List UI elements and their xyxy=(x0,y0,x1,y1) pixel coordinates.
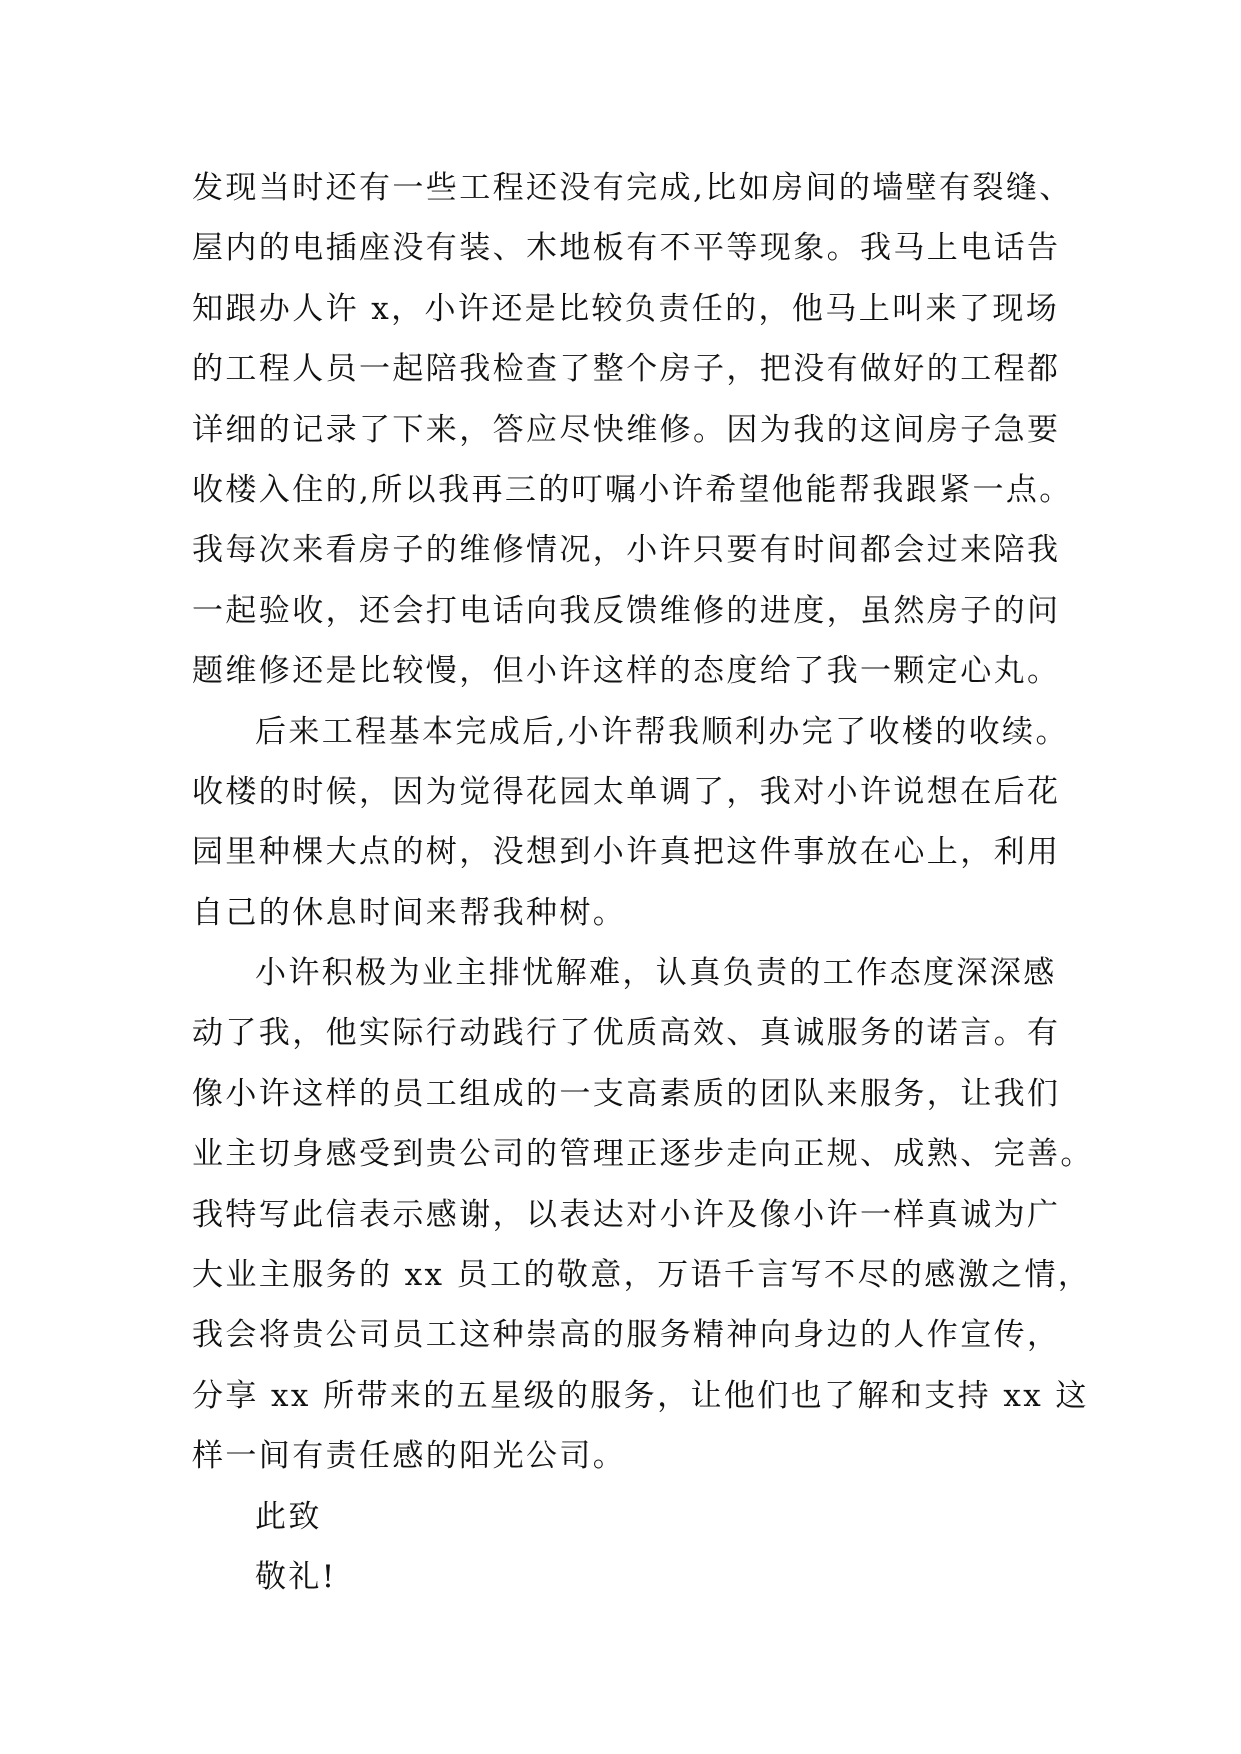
text-line: 收楼入住的,所以我再三的叮嘱小许希望他能帮我跟紧一点。 xyxy=(192,471,1073,508)
paragraph-1 xyxy=(192,158,1092,702)
text-line: 后来工程基本完成后,小许帮我顺利办完了收楼的收续。 xyxy=(255,713,1069,750)
text-line: 园里种棵大点的树，没想到小许真把这件事放在心上，利用 xyxy=(192,834,1061,871)
text-line: 自己的休息时间来帮我种树。 xyxy=(192,894,627,931)
text-line: 收楼的时候，因为觉得花园太单调了，我对小许说想在后花 xyxy=(192,773,1061,810)
text-line: 小许积极为业主排忧解难，认真负责的工作态度深深感 xyxy=(255,955,1057,992)
text-line: 大业主服务的 xx 员工的敬意，万语千言写不尽的感激之情， xyxy=(192,1257,1092,1294)
text-line: 我每次来看房子的维修情况，小许只要有时间都会过来陪我 xyxy=(192,532,1061,569)
text-line: 样一间有责任感的阳光公司。 xyxy=(192,1438,627,1475)
text-line: 详细的记录了下来，答应尽快维修。因为我的这间房子急要 xyxy=(192,411,1061,448)
closing-salutation: 此致 xyxy=(255,1498,322,1535)
text-line: 业主切身感受到贵公司的管理正逐步走向正规、成熟、完善。 xyxy=(192,1136,1094,1173)
closing-regards: 敬礼! xyxy=(255,1558,337,1595)
letter-closing xyxy=(192,1487,1092,1608)
text-line: 知跟办人许 x，小许还是比较负责任的，他马上叫来了现场 xyxy=(192,290,1060,327)
text-line: 分享 xx 所带来的五星级的服务，让他们也了解和支持 xx 这 xyxy=(192,1377,1089,1414)
paragraph-3 xyxy=(192,943,1092,1487)
text-line: 我特写此信表示感谢，以表达对小许及像小许一样真诚为广 xyxy=(192,1196,1061,1233)
text-line: 一起验收，还会打电话向我反馈维修的进度，虽然房子的问 xyxy=(192,592,1061,629)
text-line: 发现当时还有一些工程还没有完成,比如房间的墙壁有裂缝、 xyxy=(192,170,1073,206)
paragraph-2 xyxy=(192,702,1092,944)
text-line: 我会将贵公司员工这种崇高的服务精神向身边的人作宣传， xyxy=(192,1317,1061,1354)
text-line: 屋内的电插座没有装、木地板有不平等现象。我马上电话告 xyxy=(192,230,1061,267)
text-line: 的工程人员一起陪我检查了整个房子，把没有做好的工程都 xyxy=(192,351,1061,388)
text-line: 动了我，他实际行动践行了优质高效、真诚服务的诺言。有 xyxy=(192,1015,1061,1052)
text-line: 题维修还是比较慢，但小许这样的态度给了我一颗定心丸。 xyxy=(192,653,1061,690)
text-line: 像小许这样的员工组成的一支高素质的团队来服务，让我们 xyxy=(192,1075,1061,1112)
letter-body xyxy=(192,158,1092,1607)
